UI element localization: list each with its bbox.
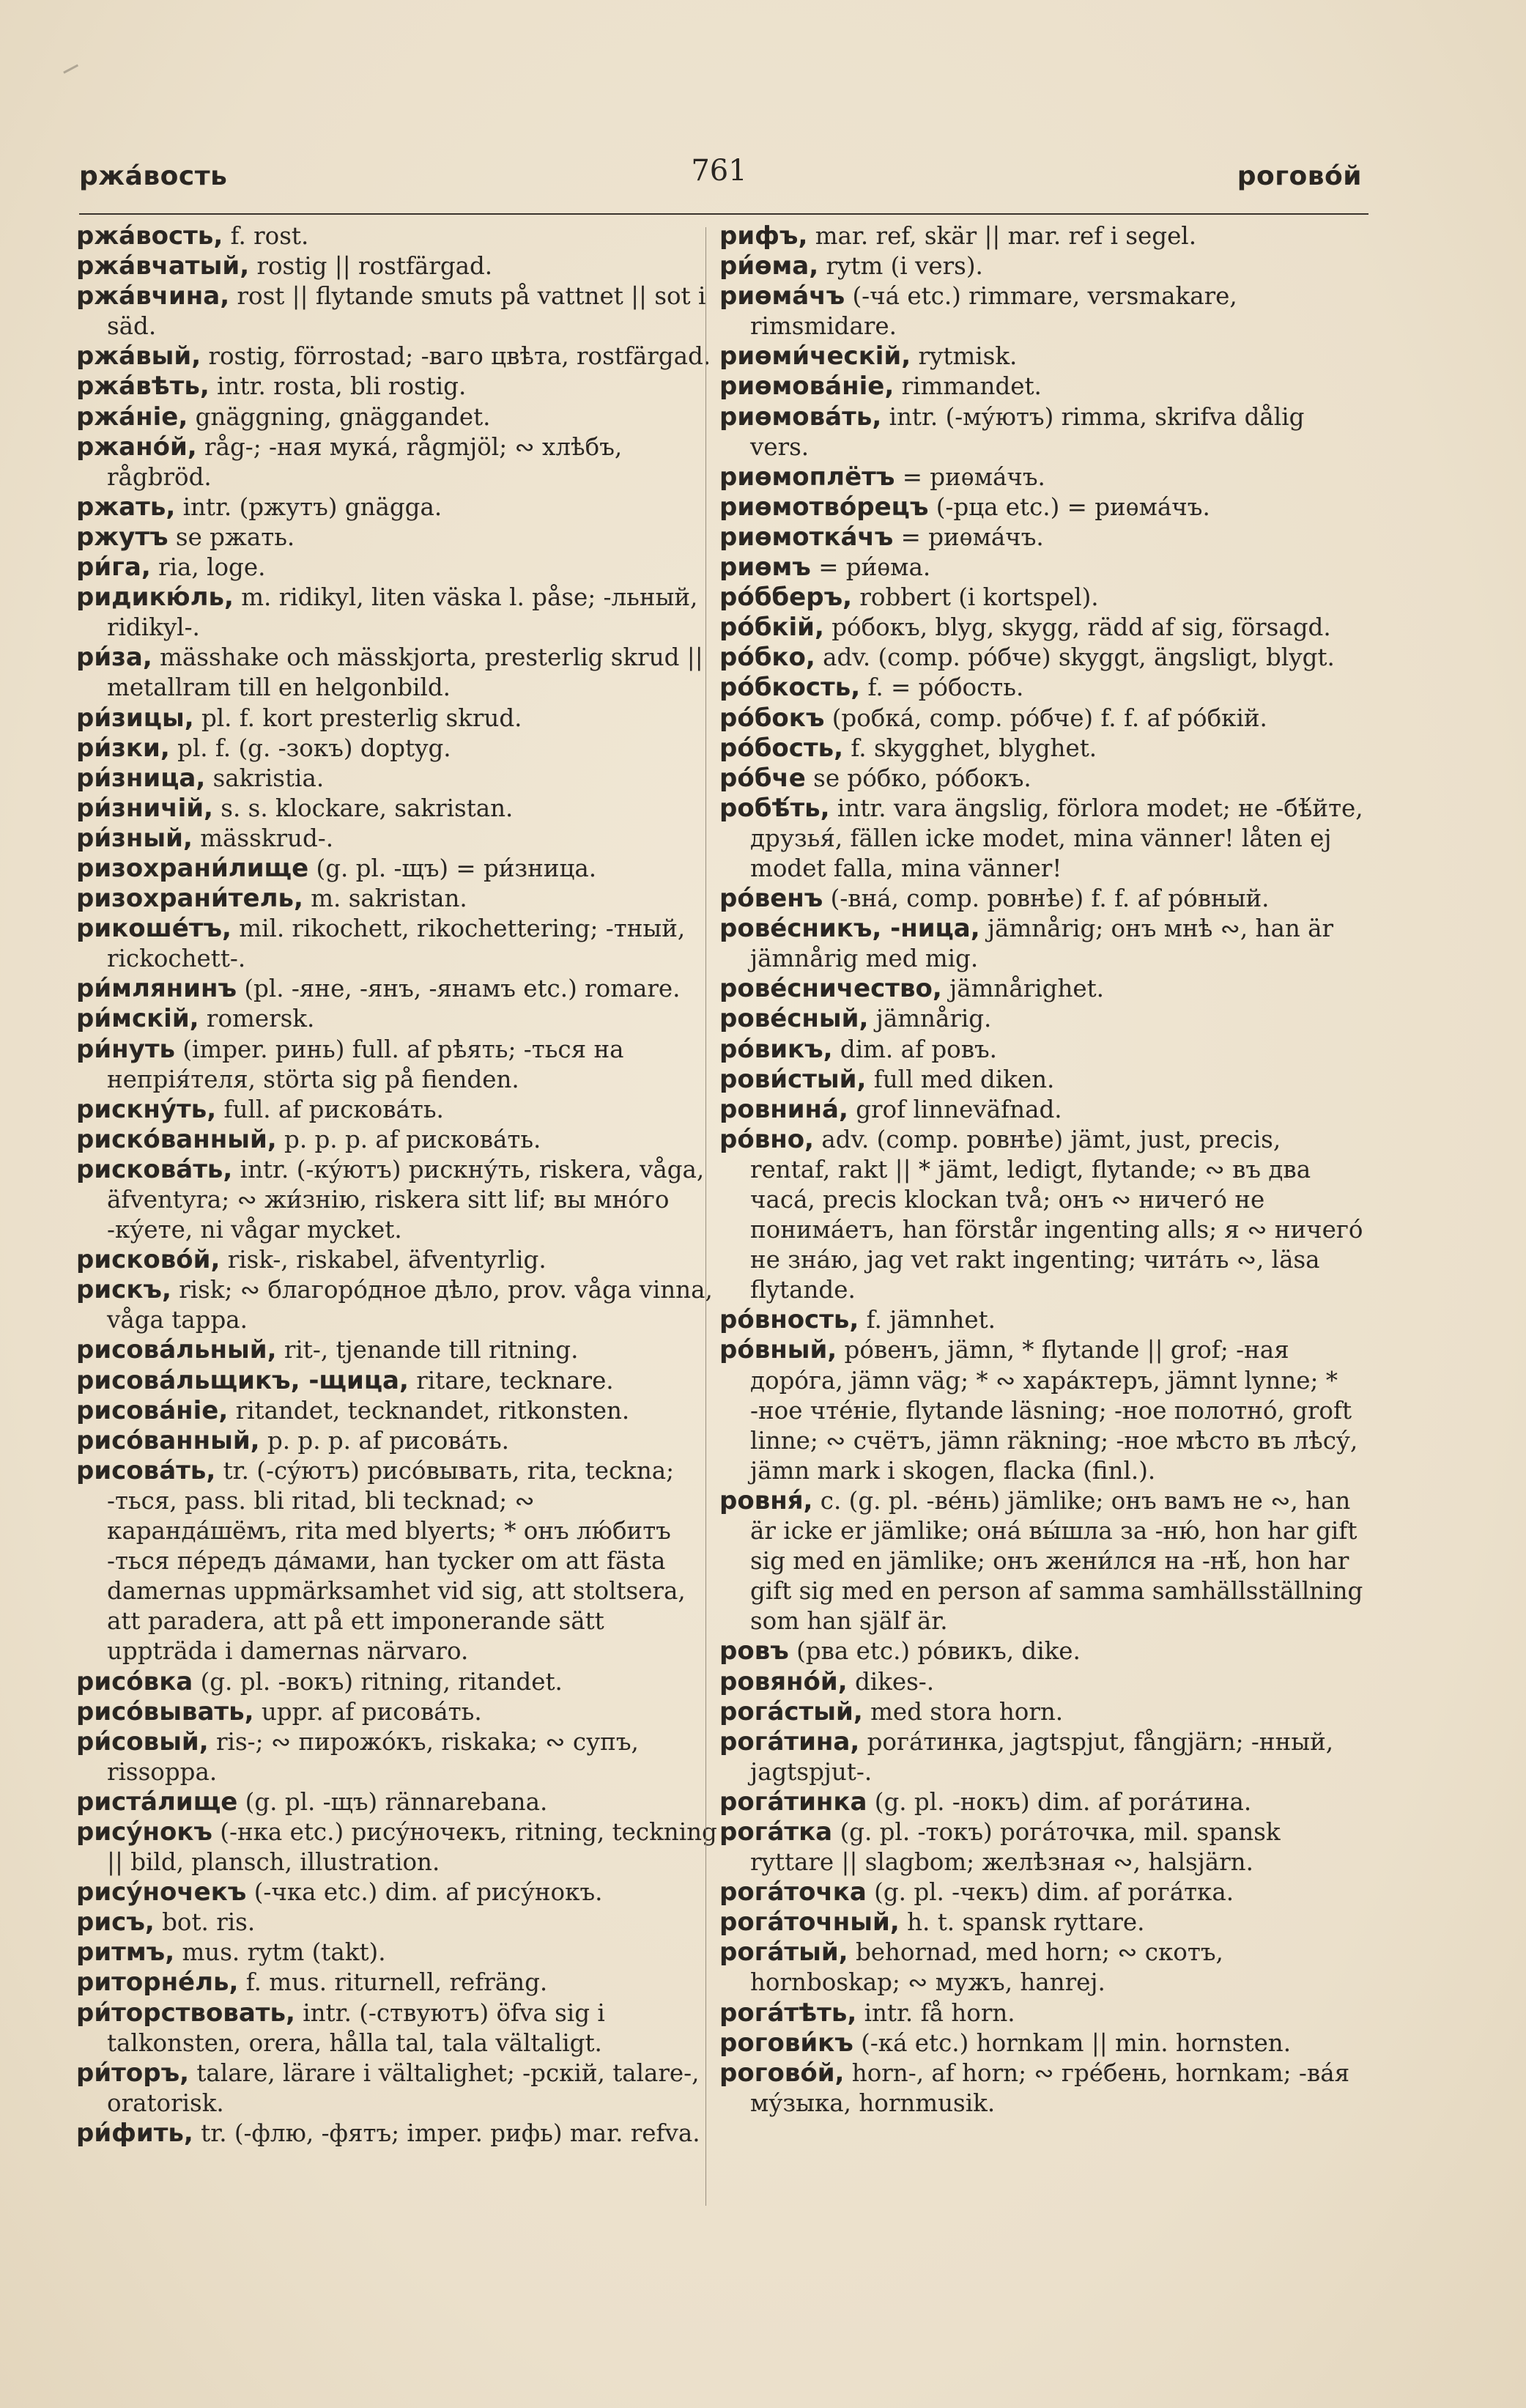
dictionary-entry [76, 2119, 721, 2149]
entry-definition: = риѳма́чъ. [895, 462, 1045, 491]
entry-headword: рога́точный, [719, 1907, 900, 1938]
entry-definition: intr. (ржутъ) gnägga. [175, 492, 442, 521]
dictionary-entry [719, 1817, 1364, 1877]
entry-headword: рогови́къ [719, 2028, 853, 2058]
entry-definition: tr. (-су́ютъ) рисо́вывать, rita, teckna; -ться, pass. bli ritad, bli tecknad; ∾ каранда́шёмъ, rita med blyerts; * онъ лю́битъ -ться пе́редъ да́мами, han tycker om att fästa damernas uppmärksamhet vid sig, att stoltsera, att paradera, att på ett imponerande sätt uppträda i damernas närvaro. [107, 1456, 686, 1666]
entry-headword: ржа́вѣть, [76, 372, 210, 402]
dictionary-entry [76, 1877, 721, 1907]
entry-headword: рови́стый, [719, 1064, 867, 1094]
dictionary-entry [76, 281, 721, 341]
entry-headword: ржа́вчина, [76, 281, 230, 311]
entry-definition: grof linneväfnad. [848, 1095, 1062, 1123]
page-mark [63, 64, 82, 81]
entry-definition: dim. af ровъ. [832, 1035, 997, 1063]
entry-definition: gnäggning, gnäggandet. [188, 402, 491, 431]
entry-headword: рифъ, [719, 221, 808, 251]
entry-headword: ритмъ, [76, 1938, 175, 1968]
dictionary-entry [76, 1938, 721, 1968]
entry-definition: sakristia. [205, 764, 325, 792]
entry-headword: ри́торъ, [76, 2058, 190, 2088]
entry-headword: ридикю́ль, [76, 583, 234, 613]
entry-headword: рикоше́тъ, [76, 914, 232, 944]
entry-headword: ризохрани́тель, [76, 884, 303, 914]
entry-definition: ritare, tecknare. [408, 1366, 614, 1395]
entry-headword: ри́млянинъ [76, 974, 237, 1004]
entry-headword: рисо́вка [76, 1666, 193, 1696]
dictionary-entry [719, 1697, 1364, 1727]
entry-definition: rimmandet. [894, 372, 1042, 401]
entry-definition: h. t. spansk ryttare. [899, 1908, 1145, 1937]
entry-headword: риста́лище [76, 1787, 238, 1817]
entry-headword: рога́тка [719, 1817, 833, 1847]
dictionary-entry [719, 1667, 1364, 1697]
dictionary-entry [719, 1305, 1364, 1335]
dictionary-entry [76, 1907, 721, 1938]
entry-definition: bot. ris. [154, 1908, 256, 1937]
entry-headword: рискова́ть, [76, 1154, 233, 1184]
entry-headword: ро́викъ, [719, 1034, 833, 1064]
dictionary-entry [719, 221, 1364, 251]
entry-headword: ризохрани́лище [76, 853, 309, 883]
dictionary-entry [719, 2058, 1364, 2119]
entry-headword: ровнина́, [719, 1094, 848, 1124]
dictionary-entry [719, 1035, 1364, 1065]
dictionary-entry [719, 1787, 1364, 1817]
dictionary-entry [719, 914, 1364, 974]
entry-definition: dikes-. [847, 1667, 935, 1696]
entry-definition: f. = ро́бость. [860, 673, 1024, 702]
entry-definition: med stora horn. [862, 1697, 1064, 1726]
dictionary-entry [76, 432, 721, 492]
entry-definition: se ржать. [168, 522, 295, 551]
dictionary-entry [76, 1968, 721, 1998]
dictionary-entry [76, 1004, 721, 1034]
entry-headword: рисо́вывать, [76, 1696, 254, 1726]
dictionary-entry [719, 1125, 1364, 1306]
entry-definition: pl. f. kort presterlig skrud. [193, 703, 522, 732]
entry-headword: рове́сникъ, -ница, [719, 914, 980, 944]
entry-definition: f. skygghet, blyghet. [843, 734, 1097, 762]
dictionary-entry [719, 1907, 1364, 1938]
column-divider [705, 227, 706, 2206]
entry-definition: p. p. p. af рисова́ть. [259, 1426, 509, 1455]
entry-headword: ро́бкій, [719, 613, 824, 643]
entry-definition: (-ка́ etc.) hornkam || min. hornsten. [853, 2028, 1292, 2057]
dictionary-entry [719, 2028, 1364, 2058]
entry-definition: f. rost. [223, 222, 309, 250]
dictionary-entry [76, 824, 721, 854]
entry-definition: (g. pl. -вокъ) ritning, ritandet. [193, 1667, 563, 1696]
entry-definition: adv. (comp. ро́бче) skyggt, ängsligt, blygt. [815, 643, 1335, 672]
dictionary-entry [76, 1335, 721, 1365]
entry-definition: rit-, tjenande till ritning. [276, 1336, 579, 1364]
entry-definition: = риѳма́чъ. [893, 522, 1044, 551]
dictionary-entry [719, 703, 1364, 734]
entry-definition: pl. f. (g. -зокъ) doptyg. [169, 734, 451, 762]
entry-definition: råg-; -ная мука́, rågmjöl; ∾ хлѣбъ, rågbröd. [107, 432, 623, 491]
entry-definition: (g. pl. -щъ) rännarebana. [237, 1787, 548, 1816]
entry-headword: ри́зицы, [76, 703, 194, 733]
dictionary-entry [719, 1938, 1364, 1998]
entry-headword: ро́бко, [719, 643, 815, 673]
entry-definition: tr. (-флю, -фятъ; imper. рифь) mar. refva. [193, 2119, 700, 2147]
header-right-guideword: роговóй [1237, 161, 1362, 191]
entry-headword: робѣ́ть, [719, 793, 830, 823]
dictionary-entry [76, 1275, 721, 1335]
dictionary-entry [719, 462, 1364, 492]
entry-headword: риторне́ль, [76, 1968, 239, 1998]
entry-headword: рове́сничество, [719, 974, 942, 1004]
dictionary-entry [76, 372, 721, 402]
entry-definition: mässhake och mässkjorta, presterlig skrud || metallram till en helgonbild. [107, 643, 703, 702]
dictionary-entry [719, 884, 1364, 914]
dictionary-entry [719, 1727, 1364, 1787]
entry-definition: (g. pl. -нокъ) dim. af рога́тина. [867, 1787, 1252, 1816]
entry-definition: intr. vara ängslig, förlora modet; не -бѣ́йте, друзья́, fällen icke modet, mina vänner! låten ej modet falla, mina vänner! [750, 794, 1363, 882]
entry-definition: intr. (-ку́ютъ) рискну́ть, riskera, våga, äfventyra; ∾ жи́знію, riskera sitt lif; вы мно́го -ку́ете, ni vågar mycket. [107, 1155, 705, 1244]
entry-definition: romersk. [199, 1005, 315, 1033]
entry-headword: рискну́ть, [76, 1094, 217, 1124]
dictionary-entry [76, 703, 721, 734]
entry-headword: ри́за, [76, 643, 152, 673]
dictionary-entry [719, 734, 1364, 764]
entry-definition: intr. (-му́ютъ) rimma, skrifva dålig vers. [750, 402, 1305, 461]
dictionary-entry [76, 583, 721, 643]
dictionary-entry [76, 1817, 721, 1877]
dictionary-entry [76, 884, 721, 914]
entry-definition: mil. rikochett, rikochettering; -тный, rickochett-. [107, 915, 686, 973]
entry-definition: jämnårighet. [941, 975, 1104, 1003]
dictionary-entry [719, 974, 1364, 1004]
entry-definition: rytm (i vers). [818, 252, 983, 281]
entry-headword: ржа́вчатый, [76, 251, 250, 281]
entry-definition: ria, loge. [150, 553, 266, 582]
entry-headword: риѳма́чъ [719, 281, 845, 311]
entry-headword: риѳмотка́чъ [719, 522, 894, 552]
entry-definition: rostig, förrostad; -ваго цвѣта, rostfärgad. [201, 342, 711, 371]
dictionary-entry [76, 492, 721, 522]
entry-headword: ри́зничій, [76, 793, 213, 823]
dictionary-entry [76, 1456, 721, 1667]
entry-definition: (g. pl. -щъ) = ри́зница. [308, 854, 597, 882]
dictionary-entry [719, 281, 1364, 341]
entry-definition: robbert (i kortspel). [852, 583, 1099, 612]
dictionary-entry [76, 914, 721, 974]
entry-definition: ро́венъ, jämn, * flytande || grof; -ная доро́га, jämn väg; * ∾ хара́ктеръ, jämnt lynne; * -ное чте́ніе, flytande läsning; -ное полотно́, groft linne; ∾ счётъ, jämn räkning; -ное мѣсто въ лѣсу́, jämn mark i skogen, flacka (finl.). [750, 1336, 1358, 1485]
entry-headword: рога́тина, [719, 1726, 860, 1757]
entry-definition: rostig || rostfärgad. [249, 252, 493, 281]
dictionary-entry [719, 492, 1364, 522]
entry-definition: (рва etc.) ро́викъ, dike. [788, 1637, 1081, 1666]
dictionary-entry [76, 522, 721, 553]
dictionary-entry [76, 854, 721, 884]
entry-definition: risk-, riskabel, äfventyrlig. [220, 1246, 547, 1274]
page-header [76, 144, 1362, 205]
entry-headword: ри́зки, [76, 733, 170, 763]
dictionary-entry [76, 221, 721, 251]
dictionary-entry [719, 643, 1364, 673]
entry-definition: s. s. klockare, sakristan. [212, 794, 514, 822]
entry-definition: se ро́бко, ро́бокъ. [805, 764, 1031, 792]
entry-definition: (g. pl. -токъ) рога́точка, mil. spansk ryttare || slagbom; желѣзная ∾, halsjärn. [750, 1817, 1281, 1877]
entry-definition: (-чка etc.) dim. af рису́нокъ. [246, 1878, 603, 1907]
entry-definition: p. p. p. af рискова́ть. [276, 1125, 541, 1153]
entry-headword: ри́нуть [76, 1034, 176, 1064]
entry-headword: рове́сный, [719, 1004, 869, 1034]
entry-headword: ро́бче [719, 763, 806, 793]
dictionary-entry [76, 643, 721, 703]
dictionary-entry [76, 1727, 721, 1787]
entry-headword: ровня́, [719, 1485, 813, 1515]
entry-headword: ри́ѳма, [719, 251, 819, 281]
entry-headword: рисова́ть, [76, 1455, 216, 1485]
dictionary-entry [719, 1998, 1364, 2028]
entry-headword: рису́ночекъ [76, 1877, 247, 1907]
entry-definition: (-нка etc.) рису́ночекъ, ritning, teckning || bild, plansch, illustration. [107, 1817, 717, 1877]
dictionary-entry [719, 1335, 1364, 1485]
dictionary-entry [76, 764, 721, 794]
entry-definition: rost || flytande smuts på vattnet || sot i säd. [107, 282, 706, 341]
dictionary-entry [719, 251, 1364, 281]
dictionary-entry [719, 1004, 1364, 1034]
entry-definition: intr. (-ствуютъ) öfva sig i talkonsten, orera, hålla tal, tala vältaligt. [107, 1998, 605, 2057]
dictionary-entry [719, 1636, 1364, 1666]
entry-headword: ро́бость, [719, 733, 844, 763]
dictionary-entry [719, 1877, 1364, 1907]
entry-definition: ris-; ∾ пирожо́къ, riskaka; ∾ супъ, rissoppa. [107, 1727, 639, 1786]
entry-headword: ровъ [719, 1636, 789, 1666]
dictionary-entry [719, 372, 1364, 402]
entry-definition: m. ridikyl, liten väska l. påse; -льный, ridikyl-. [107, 583, 698, 642]
entry-headword: риско́ванный, [76, 1124, 277, 1154]
dictionary-entry [76, 1697, 721, 1727]
dictionary-entry [719, 402, 1364, 462]
entry-headword: рисъ, [76, 1907, 155, 1938]
entry-headword: рога́тый, [719, 1938, 848, 1968]
entry-definition: c. (g. pl. -ве́нь) jämlike; онъ вамъ не ∾, han är icke er jämlike; она́ вы́шла за -ню́, hon har gift sig med en jämlike; онъ жени́лся на -нѣ́, hon har gift sig med en person af samma samhällsställning som han själf är. [750, 1486, 1363, 1636]
entry-definition: m. sakristan. [303, 884, 467, 913]
entry-headword: ри́зный, [76, 823, 193, 853]
entry-definition: (imper. ринь) full. af рѣять; -ться на непрія́теля, störta sig på fienden. [107, 1035, 624, 1093]
entry-headword: ржано́й, [76, 432, 197, 462]
dictionary-entry [76, 734, 721, 764]
entry-headword: рисова́льный, [76, 1335, 277, 1365]
dictionary-entry [76, 341, 721, 372]
entry-headword: ровяно́й, [719, 1666, 848, 1696]
dictionary-entry [76, 794, 721, 824]
dictionary-entry [76, 1366, 721, 1396]
entry-headword: ржа́вый, [76, 341, 201, 372]
dictionary-entry [719, 794, 1364, 884]
entry-headword: ржа́ніе, [76, 402, 188, 432]
dictionary-entry [719, 553, 1364, 583]
entry-headword: ржать, [76, 492, 176, 522]
entry-headword: ро́бокъ [719, 703, 825, 733]
entry-definition: (-рца etc.) = риѳма́чъ. [928, 492, 1210, 521]
dictionary-entry [719, 341, 1364, 372]
entry-headword: ро́бберъ, [719, 583, 853, 613]
entry-definition: risk; ∾ благоро́дное дѣло, prov. våga vinna, våga tappa. [107, 1276, 713, 1334]
entry-headword: ри́мскій, [76, 1004, 199, 1034]
entry-headword: рисова́льщикъ, -щица, [76, 1365, 409, 1395]
entry-headword: ри́торствовать, [76, 1998, 295, 2028]
dictionary-entry [76, 1155, 721, 1245]
dictionary-entry [76, 1245, 721, 1275]
entry-definition: jämnårig; онъ мнѣ ∾, han är jämnårig med mig. [750, 915, 1334, 973]
dictionary-entry [76, 553, 721, 583]
dictionary-entry [76, 1426, 721, 1456]
entry-headword: рискъ, [76, 1275, 171, 1305]
entry-definition: (pl. -яне, -янъ, -янамъ etc.) romare. [237, 975, 681, 1003]
entry-headword: ри́совый, [76, 1726, 209, 1757]
entry-headword: рису́нокъ [76, 1817, 212, 1847]
dictionary-entry [76, 1125, 721, 1155]
dictionary-entry [76, 1787, 721, 1817]
entry-headword: ри́га, [76, 553, 151, 583]
entry-definition: mässkrud-. [192, 824, 334, 852]
entry-definition: f. mus. riturnell, refräng. [238, 1968, 548, 1997]
entry-definition: horn-, af horn; ∾ гре́бень, hornkam; -ва́я му́зыка, hornmusik. [750, 2058, 1350, 2117]
entry-definition: mar. ref, skär || mar. ref i segel. [807, 222, 1197, 250]
entry-headword: риѳми́ческій, [719, 341, 911, 372]
dictionary-entry [76, 1035, 721, 1095]
entry-headword: рисова́ніе, [76, 1395, 229, 1425]
dictionary-entry [76, 402, 721, 432]
entry-headword: ри́зница, [76, 763, 206, 793]
page-number: 761 [691, 154, 747, 188]
entry-headword: рогово́й, [719, 2058, 845, 2088]
entry-headword: риѳмъ [719, 553, 811, 583]
entry-definition: uppr. af рисова́ть. [253, 1697, 482, 1726]
dictionary-entry [76, 251, 721, 281]
entry-definition: rytmisk. [911, 342, 1018, 371]
entry-headword: риѳмова́ть, [719, 402, 882, 432]
entry-definition: = ри́ѳма. [810, 553, 931, 582]
dictionary-entry [719, 764, 1364, 794]
entry-headword: риѳмова́ніе, [719, 372, 895, 402]
entry-definition: intr. få horn. [856, 1998, 1015, 2027]
dictionary-entry [76, 1667, 721, 1697]
dictionary-entry [76, 1095, 721, 1125]
entry-headword: рисо́ванный, [76, 1425, 260, 1455]
entry-definition: mus. rytm (takt). [174, 1938, 386, 1967]
entry-definition: ritandet, tecknandet, ritkonsten. [228, 1396, 630, 1425]
dictionary-entry [76, 2058, 721, 2119]
entry-definition: (g. pl. -чекъ) dim. af рога́тка. [866, 1878, 1234, 1907]
dictionary-entry [76, 974, 721, 1004]
dictionary-entry [719, 1486, 1364, 1636]
right-column [719, 221, 1364, 2119]
entry-definition: f. jämnhet. [859, 1306, 996, 1334]
entry-headword: ро́вный, [719, 1335, 837, 1365]
entry-headword: рога́стый, [719, 1696, 863, 1726]
entry-headword: рога́тинка [719, 1787, 867, 1817]
entry-headword: риѳмотво́рецъ [719, 492, 929, 522]
entry-definition: intr. rosta, bli rostig. [209, 372, 467, 401]
entry-headword: рога́точка [719, 1877, 867, 1907]
dictionary-entry [719, 583, 1364, 613]
entry-definition: (робка́, comp. ро́бче) f. f. af ро́бкій. [824, 703, 1267, 732]
entry-definition: рога́тинка, jagtspjut, fångjärn; -нный, jagtspjut-. [750, 1727, 1334, 1786]
header-left-guideword: ржа́вость [79, 161, 228, 191]
dictionary-entry [719, 673, 1364, 703]
entry-headword: рисково́й, [76, 1245, 221, 1275]
entry-definition: adv. (comp. ровнѣе) jämt, just, precis, rentaf, rakt || * jämt, ledigt, flytande; ∾ въ два часа́, precis klockan två; онъ ∾ ничего́ не понима́етъ, han förstår ingenting alls; я ∾ ничего́ не зна́ю, jag vet rakt ingenting; чита́ть ∾, läsa flytande. [750, 1125, 1363, 1304]
entry-headword: ри́фить, [76, 2118, 193, 2148]
entry-headword: ро́вно, [719, 1124, 814, 1154]
entry-definition: behornad, med horn; ∾ скотъ, hornboskap; ∾ мужъ, hanrej. [750, 1938, 1223, 1997]
entry-definition: (-ча́ etc.) rimmare, versmakare, rimsmidare. [750, 282, 1237, 341]
dictionary-entry [76, 1396, 721, 1426]
entry-headword: ро́бкость, [719, 673, 861, 703]
entry-headword: ржа́вость, [76, 221, 223, 251]
dictionary-entry [719, 1065, 1364, 1095]
entry-headword: ро́вность, [719, 1305, 859, 1335]
entry-definition: jämnårig. [868, 1005, 992, 1033]
entry-definition: talare, lärare i vältalighet; -рскій, talare-, oratorisk. [107, 2058, 700, 2117]
dictionary-entry [719, 613, 1364, 643]
left-column [76, 221, 721, 2149]
entry-definition: full med diken. [866, 1065, 1055, 1093]
entry-headword: рога́тѣть, [719, 1998, 857, 2028]
dictionary-entry [719, 522, 1364, 553]
dictionary-entry [719, 1095, 1364, 1125]
entry-headword: ржутъ [76, 522, 168, 552]
entry-definition: ро́бокъ, blyg, skygg, rädd af sig, försagd. [823, 613, 1331, 642]
entry-headword: риѳмоплётъ [719, 462, 895, 492]
entry-definition: (-вна́, comp. ровнѣе) f. f. af ро́вный. [823, 884, 1270, 913]
header-rule [79, 213, 1368, 215]
entry-definition: full. af рискова́ть. [216, 1095, 444, 1123]
entry-headword: ро́венъ [719, 884, 823, 914]
dictionary-entry [76, 1998, 721, 2058]
